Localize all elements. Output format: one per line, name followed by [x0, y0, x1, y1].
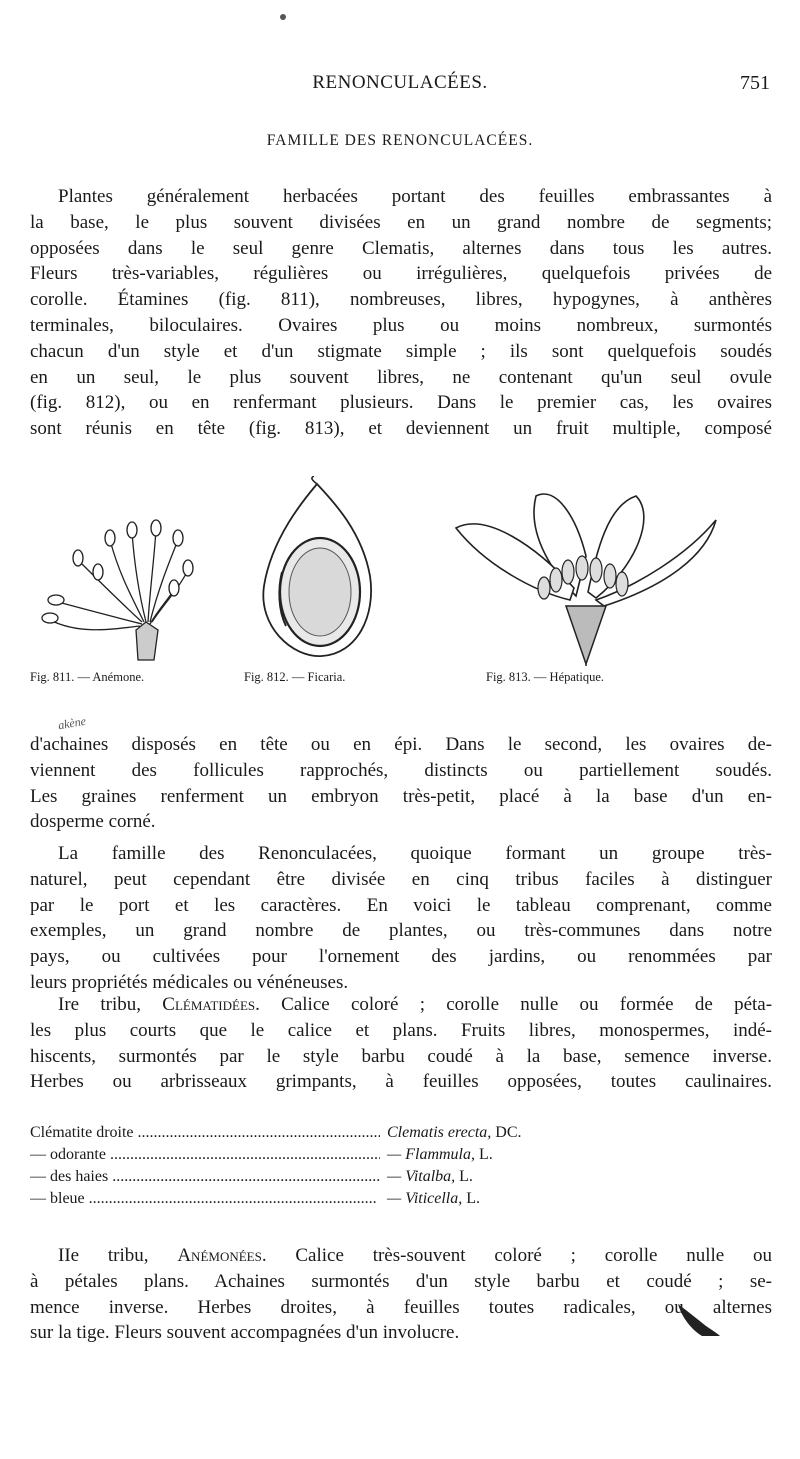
text-line: La famille des Renonculacées, quoique formant un groupe très- [58, 843, 772, 864]
text-line: corolle. Étamines (fig. 811), nombreuses, libres, hypogynes, à anthères [30, 289, 772, 311]
text-line: la base, le plus souvent divisées en un grand nombre de segments; [30, 211, 772, 233]
tribe-number: IIe [58, 1245, 80, 1266]
tribe-lead: tribu, [107, 1245, 149, 1266]
latin-name: — Flammula, [387, 1146, 475, 1163]
species-latin [387, 1122, 772, 1144]
author: L. [459, 1168, 473, 1185]
text-line: en un seul, le plus souvent libres, ne contenant qu'un seul ovule [30, 366, 772, 388]
text-line: à pétales plans. Achaines surmontés d'un style barbu et coudé ; se- [30, 1270, 772, 1292]
text-line: exemples, un grand nombre de plantes, ou très-communes dans notre [30, 920, 772, 942]
paragraph-intro [30, 184, 772, 442]
paragraph-tribes-overview [30, 841, 772, 996]
author: L. [479, 1146, 493, 1163]
text-line: mence inverse. Herbes droites, à feuilles toutes radicales, ou alternes [30, 1296, 772, 1318]
page-number: 751 [740, 72, 770, 94]
text-line: naturel, peut cependant être divisée en cinq tribus faciles à distinguer [30, 868, 772, 890]
species-latin [387, 1166, 772, 1188]
latin-name: — Vitalba, [387, 1168, 456, 1185]
tribe-name: Anémonées. [177, 1245, 267, 1266]
figures-row [30, 470, 772, 690]
text-line [30, 992, 772, 1018]
text-line: sur la tige. Fleurs souvent accompagnées d'un involucre. [30, 1322, 460, 1344]
text-line: chacun d'un style et d'un stigmate simple ; ils sont quelquefois soudés [30, 340, 772, 362]
anemone-stamens-illustration [38, 510, 198, 668]
author: L. [466, 1190, 481, 1207]
text-line: sont réunis en tête (fig. 813), et deviennent un fruit multiple, composé [30, 418, 772, 440]
text-line: Les graines renferment un embryon très-petit, placé à la base d'un en- [30, 785, 772, 807]
species-common-name: — des haies ..... [30, 1166, 380, 1188]
text-line: Plantes généralement herbacées portant des feuilles embrassantes à [58, 186, 772, 207]
tribe-lead: tribu, [100, 994, 142, 1015]
text-line: dosperme corné. [30, 811, 156, 833]
list-item [30, 1144, 772, 1166]
species-list [30, 1122, 772, 1210]
figure-caption: Fig. 813. — Hépatique. [486, 670, 605, 684]
list-item [30, 1166, 772, 1188]
paragraph-continuation [30, 732, 772, 835]
text-line: Herbes ou arbrisseaux grimpants, à feuilles opposées, toutes caulinaires. [30, 1071, 772, 1093]
page-header [30, 72, 770, 100]
text-line: par le port et les caractères. En voici le tableau comprenant, comme [30, 894, 772, 916]
text-line: d'achaines disposés en tête ou en épi. Dans le second, les ovaires de- [30, 734, 772, 755]
text-line [30, 1243, 772, 1269]
text-line: viennent des follicules rapprochés, distincts ou partiellement soudés. [30, 759, 772, 781]
list-item [30, 1122, 772, 1144]
paragraph-tribe-1 [30, 992, 772, 1095]
author: DC. [495, 1124, 522, 1141]
text-line: hiscents, surmontés par le style barbu coudé à la base, semence inverse. [30, 1045, 772, 1067]
species-latin [387, 1144, 772, 1166]
tribe-number: Ire [58, 994, 80, 1015]
ficaria-ovary-section-illustration [252, 476, 382, 666]
species-common-name: — bleue ..... [30, 1188, 380, 1210]
text-line: leurs propriétés médicales ou vénéneuses. [30, 971, 349, 993]
ink-smudge [672, 1296, 722, 1338]
species-common-name: — odorante ..... [30, 1144, 380, 1166]
figure-caption: Fig. 812. — Ficaria. [244, 670, 346, 684]
ink-speck [280, 14, 286, 20]
species-latin [387, 1188, 772, 1210]
list-item [30, 1188, 772, 1210]
paragraph-tribe-2 [30, 1243, 772, 1346]
text-line: opposées dans le seul genre Clematis, alternes dans tous les autres. [30, 237, 772, 259]
latin-name: Clematis erecta, [387, 1124, 492, 1141]
species-common-name: Clématite droite ..... [30, 1122, 380, 1144]
text-fragment: Calice coloré ; corolle nulle ou formée de péta- [281, 994, 773, 1015]
text-line: les plus courts que le calice et plans. Fruits libres, monospermes, indé- [30, 1019, 772, 1041]
handwritten-annotation: akène [56, 713, 87, 733]
text-fragment: Calice très-souvent coloré ; corolle nulle ou [295, 1245, 773, 1266]
text-line: terminales, biloculaires. Ovaires plus ou moins nombreux, surmontés [30, 314, 772, 336]
hepatica-flower-section-illustration [446, 476, 726, 666]
latin-name: — Viticella, [387, 1190, 463, 1207]
running-title: RENONCULACÉES. [312, 72, 488, 93]
text-line: pays, ou cultivées pour l'ornement des jardins, ou renommées par [30, 946, 772, 968]
tribe-name: Clématidées. [162, 994, 260, 1015]
figure-caption: Fig. 811. — Anémone. [30, 670, 145, 684]
text-line: Fleurs très-variables, régulières ou irrégulières, quelquefois privées de [30, 263, 772, 285]
text-line: (fig. 812), ou en renfermant plusieurs. Dans le premier cas, les ovaires [30, 392, 772, 414]
section-title: FAMILLE DES RENONCULACÉES. [266, 132, 534, 149]
